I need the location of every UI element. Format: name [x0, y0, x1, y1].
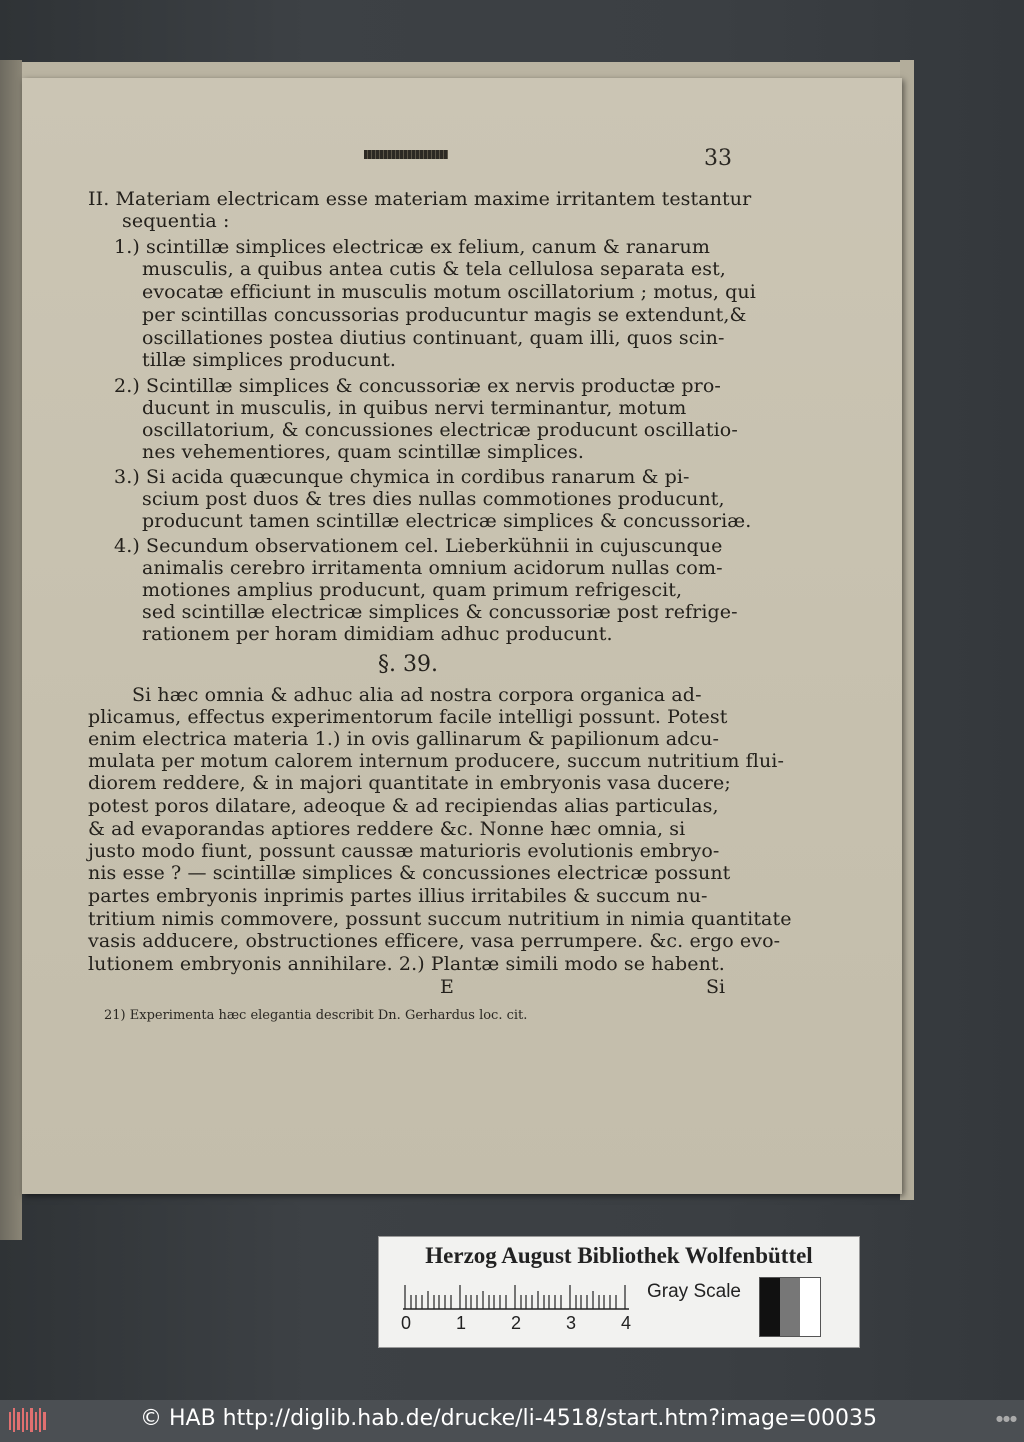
scale-ruler	[403, 1281, 633, 1311]
text-line: 1.) scintillæ simplices electricæ ex felium, canum & ranarum	[114, 236, 710, 258]
text-line: enim electrica materia 1.) in ovis gallinarum & papilionum adcu-	[88, 728, 719, 750]
gray-patch	[780, 1278, 800, 1336]
text-line: & ad evaporandas aptiores reddere &c. Nonne hæc omnia, si	[88, 818, 686, 840]
text-line: lutionem embryonis annihilare. 2.) Plantæ simili modo se habent.	[88, 953, 725, 975]
text-line: diorem reddere, & in majori quantitate in embryonis vasa ducere;	[88, 772, 731, 794]
text-line: justo modo fiunt, possunt caussæ maturioris evolutionis embryo-	[88, 840, 720, 862]
ruler-digit: 0	[401, 1313, 412, 1333]
ruler-digit: 1	[456, 1313, 467, 1333]
text-line: ducunt in musculis, in quibus nervi terminantur, motum	[142, 397, 687, 419]
copyright-link[interactable]: © HAB http://diglib.hab.de/drucke/li-4518/start.htm?image=00035	[140, 1406, 877, 1431]
text-line: Si hæc omnia & adhuc alia ad nostra corpora organica ad-	[132, 684, 702, 706]
left-page-edge	[0, 60, 22, 1240]
ruler-digit: 3	[566, 1313, 577, 1333]
text-line: partes embryonis inprimis partes illius irritabiles & succum nu-	[88, 885, 708, 907]
dots-icon: ●●●	[996, 1414, 1017, 1423]
text-line: 3.) Si acida quæcunque chymica in cordibus ranarum & pi-	[114, 466, 690, 488]
text-line: evocatæ efficiunt in musculis motum oscillatorium ; motus, qui	[142, 281, 756, 303]
text-line: scium post duos & tres dies nullas commotiones producunt,	[142, 488, 725, 510]
text-line: 4.) Secundum observationem cel. Lieberkühnii in cujuscunque	[114, 535, 723, 557]
catchword: Si	[706, 976, 726, 998]
footnote: 21) Experimenta hæc elegantia describit Dn. Gerhardus loc. cit.	[104, 1008, 528, 1023]
text-line: II. Materiam electricam esse materiam maxime irritantem testantur	[88, 188, 752, 210]
black-patch	[760, 1278, 780, 1336]
text-line: oscillationes postea diutius continuant, quam illi, quos scin-	[142, 327, 725, 349]
text-line: tillæ simplices producunt.	[142, 349, 397, 371]
white-patch	[800, 1278, 820, 1336]
text-line: 2.) Scintillæ simplices & concussoriæ ex nervis productæ pro-	[114, 375, 721, 397]
text-line: mulata per motum calorem internum producere, succum nutritium flui-	[88, 750, 784, 772]
page-number: 33	[704, 146, 732, 171]
text-line: producunt tamen scintillæ electricæ simplices & concussoriæ.	[142, 510, 752, 532]
text-line: tritium nimis commovere, possunt succum nutritium in nimia quantitate	[88, 908, 792, 930]
text-line: motiones amplius producunt, quam primum refrigescit,	[142, 579, 683, 601]
text-line: animalis cerebro irritamenta omnium acidorum nullas com-	[142, 557, 723, 579]
head-ornament	[364, 150, 448, 159]
color-calibration-card	[378, 1236, 860, 1348]
gray-scale-swatch	[759, 1277, 821, 1337]
text-line: per scintillas concussorias producuntur magis se extendunt,&	[142, 304, 747, 326]
signature-mark: E	[440, 976, 454, 998]
text-line: sed scintillæ electricæ simplices & concussoriæ post refrige-	[142, 601, 738, 623]
ruler-digit: 4	[621, 1313, 632, 1333]
gray-scale-label: Gray Scale	[647, 1281, 741, 1302]
footer-bar	[0, 1400, 1024, 1442]
text-line: nis esse ? — scintillæ simplices & concussiones electricæ possunt	[88, 862, 731, 884]
page-right-edge	[900, 60, 914, 1200]
text-line: plicamus, effectus experimentorum facile intelligi possunt. Potest	[88, 706, 728, 728]
text-line: nes vehementiores, quam scintillæ simplices.	[142, 441, 585, 463]
text-line: vasis adducere, obstructiones efficere, vasa perrumpere. &c. ergo evo-	[88, 930, 781, 952]
text-line: sequentia :	[122, 210, 230, 232]
text-line: rationem per horam dimidiam adhuc producunt.	[142, 623, 613, 645]
section-heading: §. 39.	[378, 652, 438, 677]
barcode-icon	[8, 1406, 48, 1436]
text-line: musculis, a quibus antea cutis & tela cellulosa separata est,	[142, 258, 726, 280]
text-line: oscillatorium, & concussiones electricæ producunt oscillatio-	[142, 419, 738, 441]
ruler-digit: 2	[511, 1313, 522, 1333]
library-title: Herzog August Bibliothek Wolfenbüttel	[425, 1243, 813, 1268]
ruler-digits	[397, 1313, 637, 1335]
text-line: potest poros dilatare, adeoque & ad recipiendas alias particulas,	[88, 795, 719, 817]
